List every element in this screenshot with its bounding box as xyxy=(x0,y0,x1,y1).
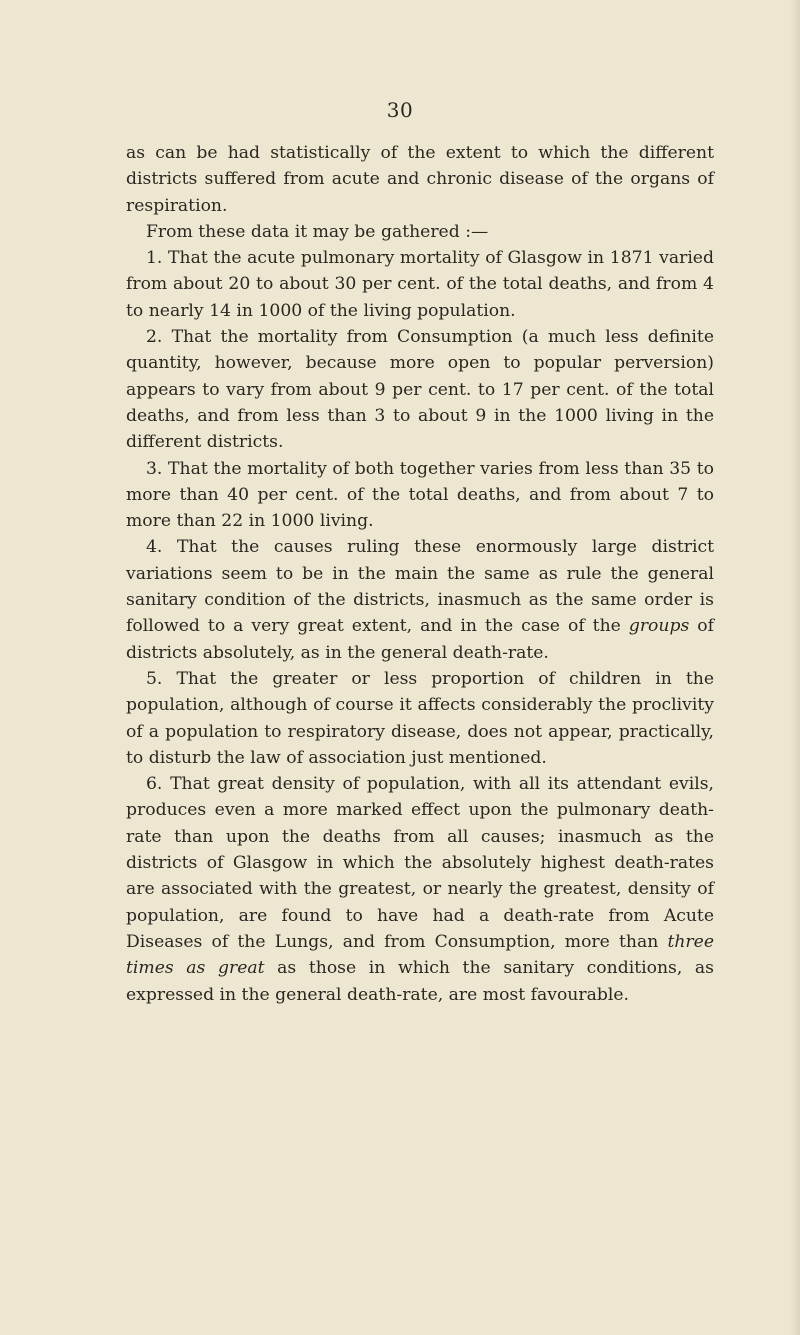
paragraph-point-3 xyxy=(126,456,714,535)
point-4-italic: groups xyxy=(628,616,690,637)
point-6-text-b: as those in which the sanitary conditions, as expressed in the general death-rate, are most favourable. xyxy=(126,958,714,1005)
point-3-text: 3. That the mortality of both together varies from less than 35 to more than 40 per cent. of the total deaths, and from about 7 to more than 22 in 1000 living. xyxy=(126,458,714,532)
paragraph-point-2 xyxy=(126,324,714,455)
point-6-italic: three times as great xyxy=(126,931,714,979)
point-5-text: 5. That the greater or less proportion of children in the population, although of course it affects considerably the proclivity of a population to respiratory disease, does not appear, practically, to disturb the law of association just mentioned. xyxy=(126,668,714,768)
paragraph-point-4 xyxy=(126,534,714,665)
paragraph-point-5 xyxy=(126,666,714,771)
point-1-text: 1. That the acute pulmonary mortality of Glasgow in 1871 varied from about 20 to about 30 per cent. of the total deaths, and from 4 to nearly 14 in 1000 of the living population. xyxy=(126,248,714,321)
paragraph-point-1 xyxy=(126,245,714,324)
page-number: 30 xyxy=(386,98,414,122)
intro-text: as can be had statistically of the extent to which the different districts suffered from acute and chronic disease of the organs of respiration. xyxy=(126,143,714,216)
point-2-text: 2. That the mortality from Consumption (a much less definite quantity, however, because more open to popular perversion) appears to vary from about 9 per cent. to 17 per cent. of the total deaths, and from less than 3 to about 9 in the 1000 living in the different districts. xyxy=(126,327,714,453)
paragraph-point-6 xyxy=(126,771,714,1008)
point-6-text-a: 6. That great density of population, with all its attendant evils, produces even a more marked effect upon the pulmonary death-rate than upon the deaths from all causes; inasmuch as the districts of Glasgow in which the absolutely highest death-rates are associated with the greatest, or nearly the greatest, density of population, are found to have had a death-rate from Acute Diseases of the Lungs, and from Consumption, more than xyxy=(126,774,714,952)
paragraph-intro xyxy=(126,140,714,219)
body-text xyxy=(126,140,714,1008)
lead-text: From these data it may be gathered :— xyxy=(146,221,489,242)
point-4-text-b: of districts absolutely, as in the general death-rate. xyxy=(126,616,714,663)
point-4-text-a: 4. That the causes ruling these enormously large district variations seem to be in the main the same as rule the general sanitary condition of the districts, inasmuch as the same order is followed to a very great extent, and in the case of the xyxy=(126,537,714,637)
paragraph-lead xyxy=(126,219,714,245)
page-edge-shadow xyxy=(790,0,800,1335)
